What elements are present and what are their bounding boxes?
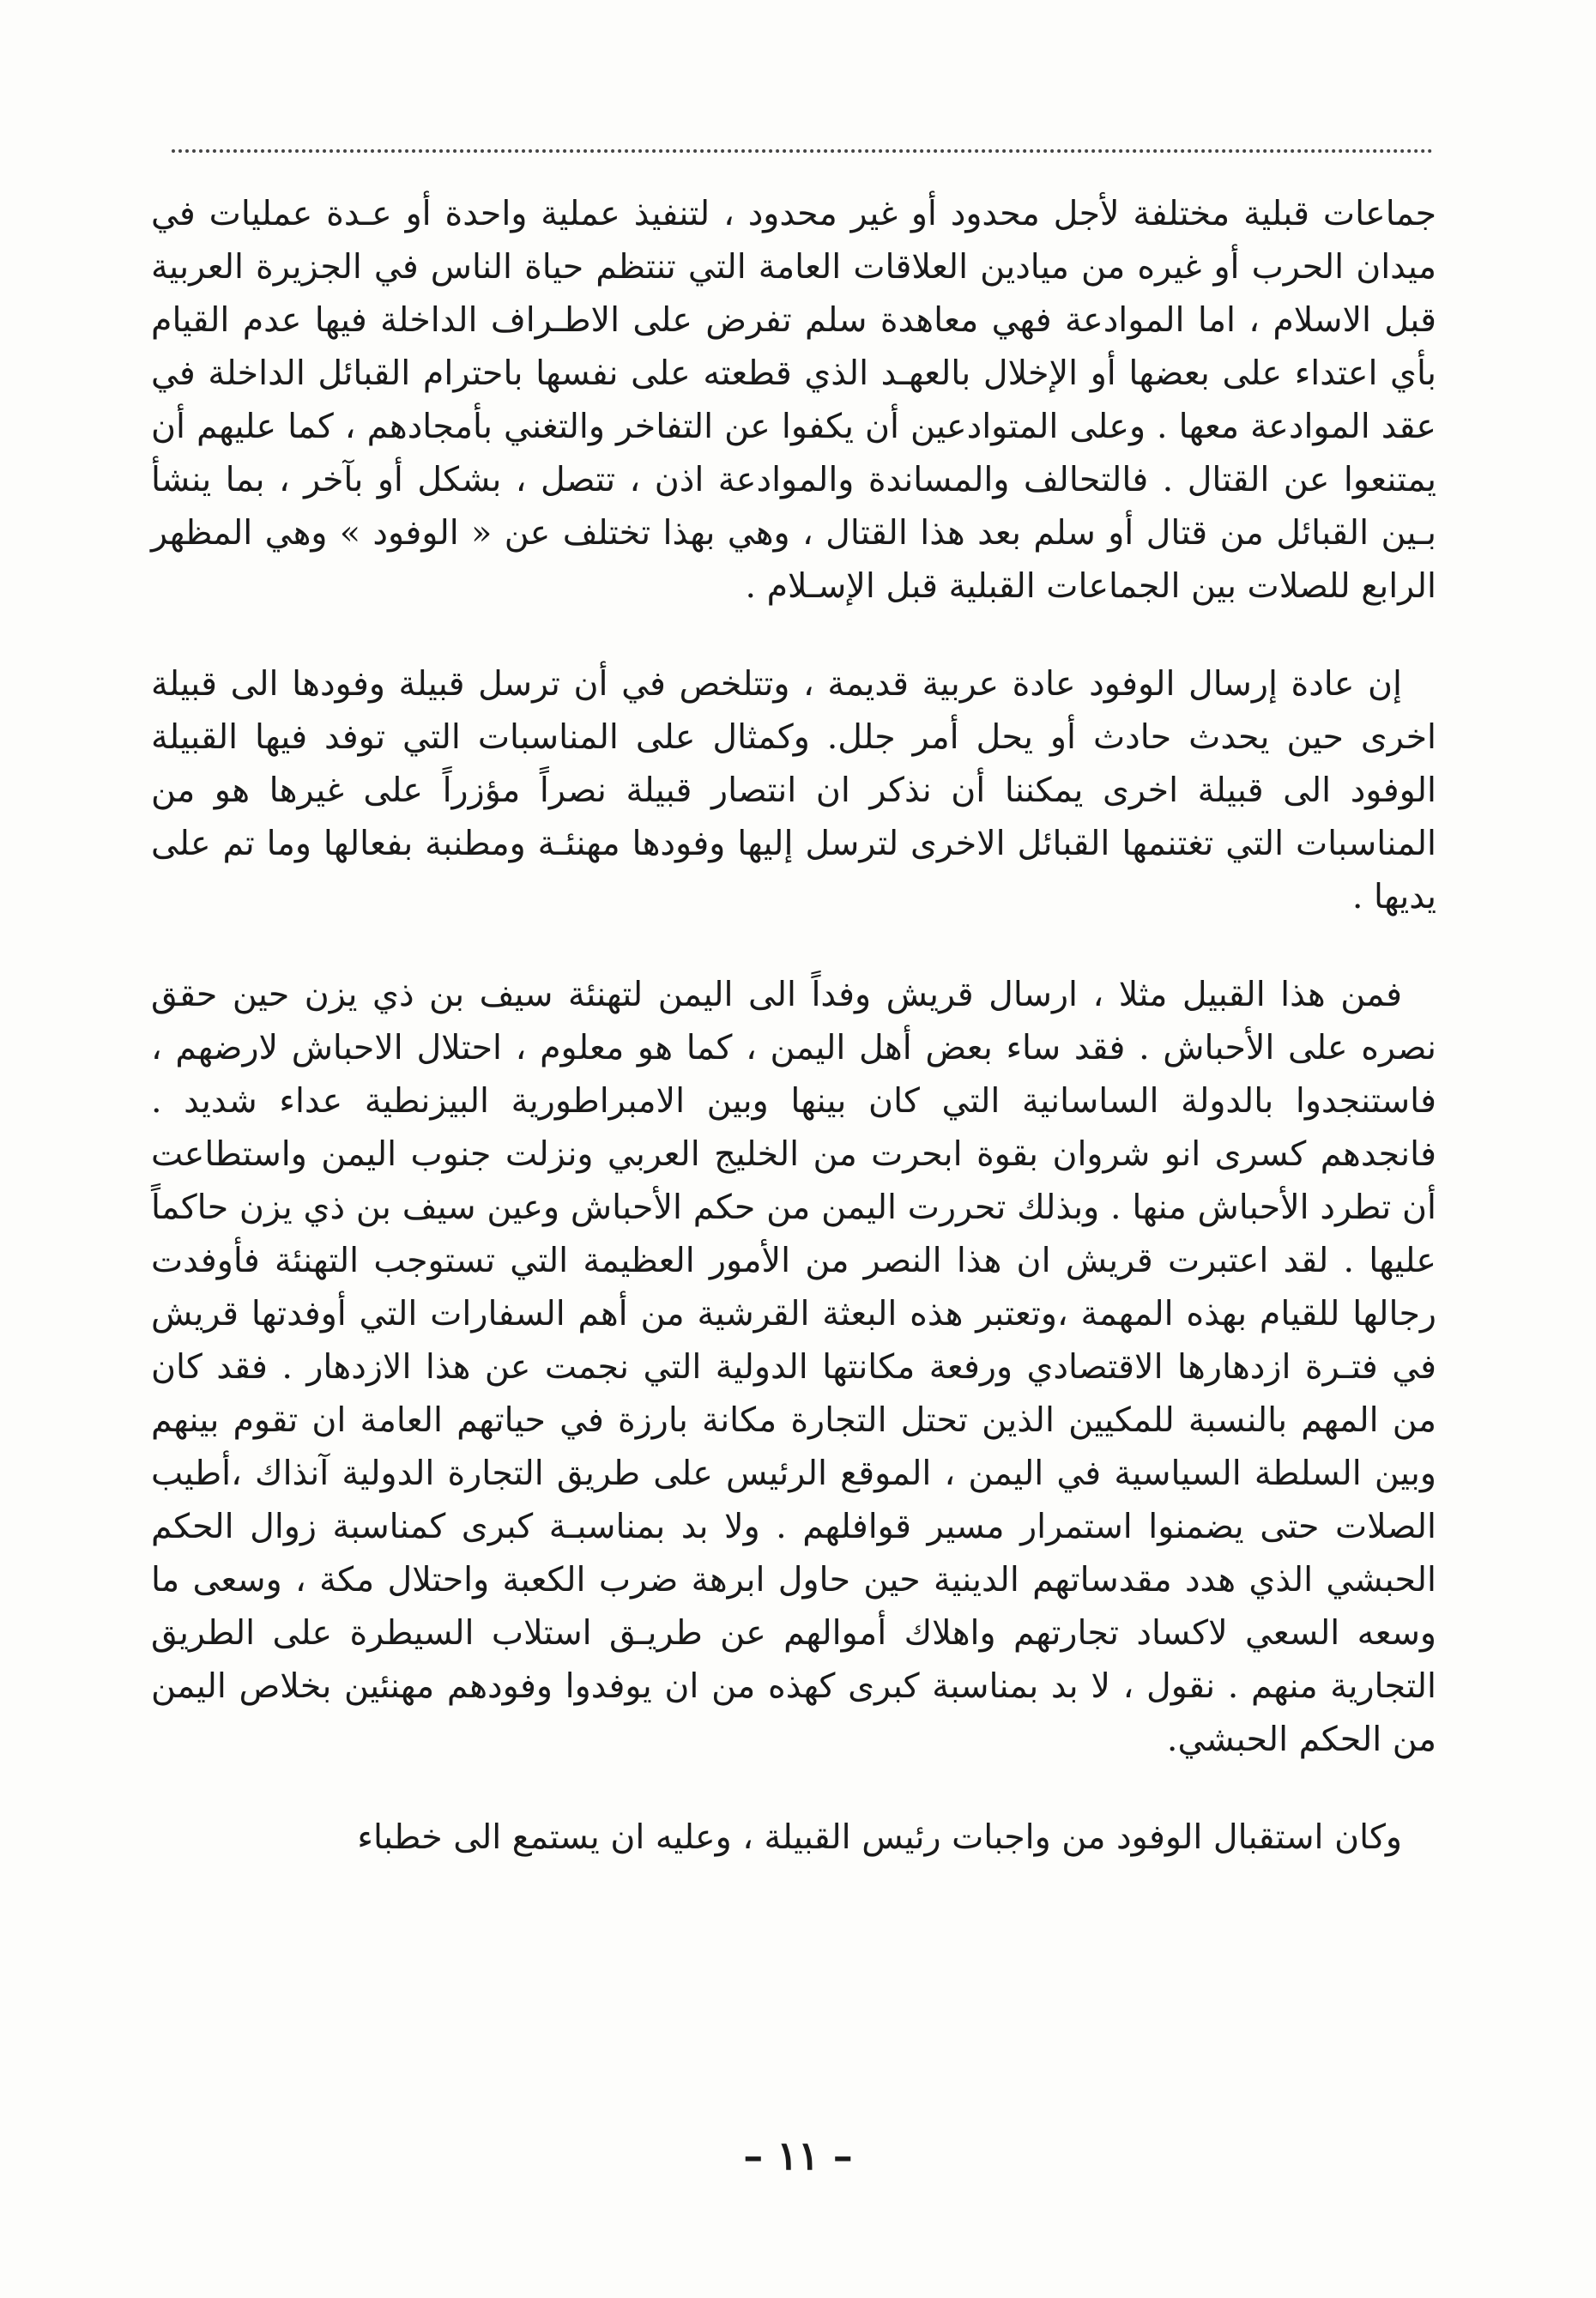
paragraph-1: جماعات قبلية مختلفة لأجل محدود أو غير محدود ، لتنفيذ عملية واحدة أو عـدة عمليات في ميدان الحرب أو غيره من ميادين العلاقات العامة التي تنتظم حياة الناس في الجزيرة العربية قبل الاسلام ، اما الموادعة فهي معاهدة سلم تفرض على الاطـراف الداخلة فيها عدم القيام بأي اعتداء على بعضها أو الإخلال بالعهـد الذي قطعته على نفسها باحترام القبائل الداخلة في عقد الموادعة معها . وعلى المتوادعين أن يكفوا عن التفاخر والتغني بأمجادهم ، كما عليهم أن يمتنعوا عن القتال . فالتحالف والمساندة والموادعة اذن ، تتصل ، بشكل أو بآخر ، بما ينشأ بـين القبائل من قتال أو سلم بعد هذا القتال ، وهي بهذا تختلف عن « الوفود » وهي المظهر الرابع للصلات بين الجماعات القبلية قبل الإسـلام . <box>151 194 1436 606</box>
paragraph-3: فمن هذا القبيل مثلا ، ارسال قريش وفداً الى اليمن لتهنئة سيف بن ذي يزن حين حقق نصره على الأحباش . فقد ساء بعض أهل اليمن ، كما هو معلوم ، احتلال الاحباش لارضهم ، فاستنجدوا بالدولة الساسانية التي كان بينها وبين الامبراطورية البيزنطية عداء شديد . فانجدهم كسرى انو شروان بقوة ابحرت من الخليج العربي ونزلت جنوب اليمن واستطاعت أن تطرد الأحباش منها . وبذلك تحررت اليمن من حكم الأحباش وعين سيف بن ذي يزن حاكماً عليها . لقد اعتبرت قريش ان هذا النصر من الأمور العظيمة التي تستوجب التهنئة فأوفدت رجالها للقيام بهذه المهمة ،وتعتبر هذه البعثة القرشية من أهم السفارات التي أوفدتها قريش في فتـرة ازدهارها الاقتصادي ورفعة مكانتها الدولية التي نجمت عن هذا الازدهار . فقد كان من المهم بالنسبة للمكيين الذين تحتل التجارة مكانة بارزة في حياتهم العامة ان تقوم بينهم وبين السلطة السياسية في اليمن ، الموقع الرئيس على طريق التجارة الدولية آنذاك ،أطيب الصلات حتى يضمنوا استمرار مسير قوافلهم . ولا بد بمناسبـة كبرى كمناسبة زوال الحكم الحبشي الذي هدد مقدساتهم الدينية حين حاول ابرهة ضرب الكعبة واحتلال مكة ، وسعى ما وسعه السعي لاكساد تجارتهم واهلاك أموالهم عن طريـق استلاب السيطرة على الطريق التجارية منهم . نقول ، لا بد بمناسبة كبرى كهذه من ان يوفدوا وفودهم مهنئين بخلاص اليمن من الحكم الحبشي. <box>151 975 1436 1759</box>
paragraph-4: وكان استقبال الوفود من واجبات رئيس القبيلة ، وعليه ان يستمع الى خطباء <box>357 1817 1402 1857</box>
page-body <box>151 187 1436 1864</box>
header-dotted-rule <box>172 149 1433 153</box>
page-number: – ١١ – <box>743 2132 853 2179</box>
paragraph-2: إن عادة إرسال الوفود عادة عربية قديمة ، وتتلخص في أن ترسل قبيلة وفودها الى قبيلة اخرى حين يحدث حادث أو يحل أمر جلل. وكمثال على المناسبات التي توفد فيها القبيلة الوفود الى قبيلة اخرى يمكننا أن نذكر ان انتصار قبيلة نصراً مؤزراً على غيرها هو من المناسبات التي تغتنمها القبائل الاخرى لترسل إليها وفودها مهنئـة ومطنبة بفعالها وما تم على يديها . <box>151 664 1436 916</box>
